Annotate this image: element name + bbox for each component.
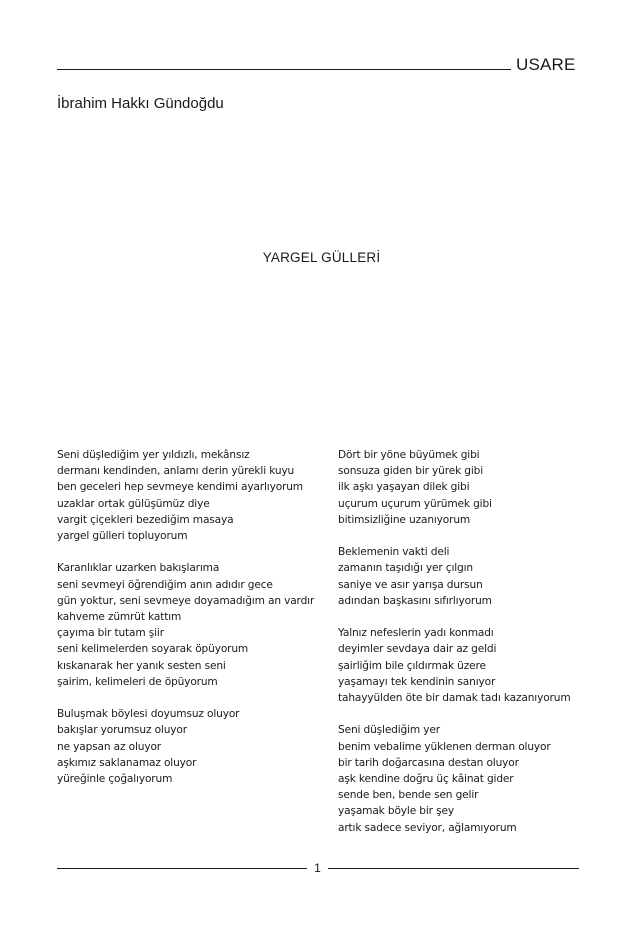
verse-line: seni sevmeyi öğrendiğim anın adıdır gece bbox=[57, 578, 273, 591]
verse-line: adından başkasını sıfırlıyorum bbox=[338, 594, 492, 607]
verse-line: bir tarih doğarcasına destan oluyor bbox=[338, 756, 519, 769]
author-name: İbrahim Hakkı Gündoğdu bbox=[57, 95, 224, 112]
verse-line: yüreğinle çoğalıyorum bbox=[57, 773, 173, 786]
verse-line: Buluşmak böylesi doyumsuz oluyor bbox=[57, 708, 240, 721]
verse-line: bakışlar yorumsuz oluyor bbox=[57, 724, 187, 737]
verse-line: ben geceleri hep sevmeye kendimi ayarlıyorum bbox=[57, 481, 303, 494]
verse-line: uzaklar ortak gülüşümüz diye bbox=[57, 497, 210, 510]
verse-line: benim vebalime yüklenen derman oluyor bbox=[338, 740, 551, 753]
verse-line: yaşamayı tek kendinin sanıyor bbox=[338, 675, 496, 688]
stanza bbox=[338, 544, 588, 609]
verse-line: saniye ve asır yarışa dursun bbox=[338, 578, 483, 591]
stanza bbox=[57, 560, 327, 690]
verse-line: sende ben, bende sen gelir bbox=[338, 789, 479, 802]
verse-line: gün yoktur, seni sevmeye doyamadığım an vardır bbox=[57, 594, 315, 607]
verse-line: aşkımız saklanamaz oluyor bbox=[57, 756, 197, 769]
stanza bbox=[338, 722, 588, 835]
verse-line: vargit çiçekleri bezediğim masaya bbox=[57, 513, 234, 526]
verse-line: aşk kendine doğru üç kâinat gider bbox=[338, 773, 514, 786]
verse-line: zamanın taşıdığı yer çılgın bbox=[338, 562, 473, 575]
verse-line: Karanlıklar uzarken bakışlarıma bbox=[57, 562, 220, 575]
page-number: 1 bbox=[314, 861, 321, 875]
verse-line: Beklemenin vakti deli bbox=[338, 546, 450, 559]
verse-line: Yalnız nefeslerin yadı konmadı bbox=[338, 627, 494, 640]
verse-line: kıskanarak her yanık sesten seni bbox=[57, 659, 226, 672]
poem-column-right bbox=[338, 447, 588, 836]
poem-title: YARGEL GÜLLERİ bbox=[262, 250, 381, 265]
verse-line: çayıma bir tutam şiir bbox=[57, 627, 164, 640]
verse-line: dermanı kendinden, anlamı derin yürekli kuyu bbox=[57, 465, 295, 478]
verse-line: Dört bir yöne büyümek gibi bbox=[338, 449, 480, 461]
verse-line: ilk aşkı yaşayan dilek gibi bbox=[338, 481, 470, 494]
header-rule bbox=[57, 69, 511, 70]
poem-column-left bbox=[57, 447, 327, 787]
verse-line: tahayyülden öte bir damak tadı kazanıyorum bbox=[338, 692, 571, 705]
footer-rule-right bbox=[328, 868, 579, 869]
verse-line: deyimler sevdaya dair az geldi bbox=[338, 643, 497, 656]
stanza bbox=[57, 706, 327, 787]
verse-line: Seni düşlediğim yer yıldızlı, mekânsız bbox=[57, 449, 250, 461]
verse-line: kahveme zümrüt kattım bbox=[57, 611, 182, 624]
verse-line: artık sadece seviyor, ağlamıyorum bbox=[338, 821, 517, 834]
stanza bbox=[57, 447, 327, 544]
stanza bbox=[338, 447, 588, 528]
verse-line: seni kelimelerden soyarak öpüyorum bbox=[57, 643, 249, 656]
verse-line: bitimsizliğine uzanıyorum bbox=[338, 513, 471, 526]
footer-rule-left bbox=[57, 868, 307, 869]
verse-line: yargel gülleri topluyorum bbox=[57, 530, 188, 543]
verse-line: uçurum uçurum yürümek gibi bbox=[338, 497, 492, 510]
stanza bbox=[338, 625, 588, 706]
verse-line: Seni düşlediğim yer bbox=[338, 724, 441, 737]
journal-title: USARE bbox=[516, 55, 576, 74]
verse-line: yaşamak böyle bir şey bbox=[338, 805, 454, 818]
verse-line: sonsuza giden bir yürek gibi bbox=[338, 465, 484, 478]
verse-line: şairim, kelimeleri de öpüyorum bbox=[57, 675, 218, 688]
verse-line: şairliğim bile çıldırmak üzere bbox=[338, 659, 486, 672]
verse-line: ne yapsan az oluyor bbox=[57, 740, 161, 753]
